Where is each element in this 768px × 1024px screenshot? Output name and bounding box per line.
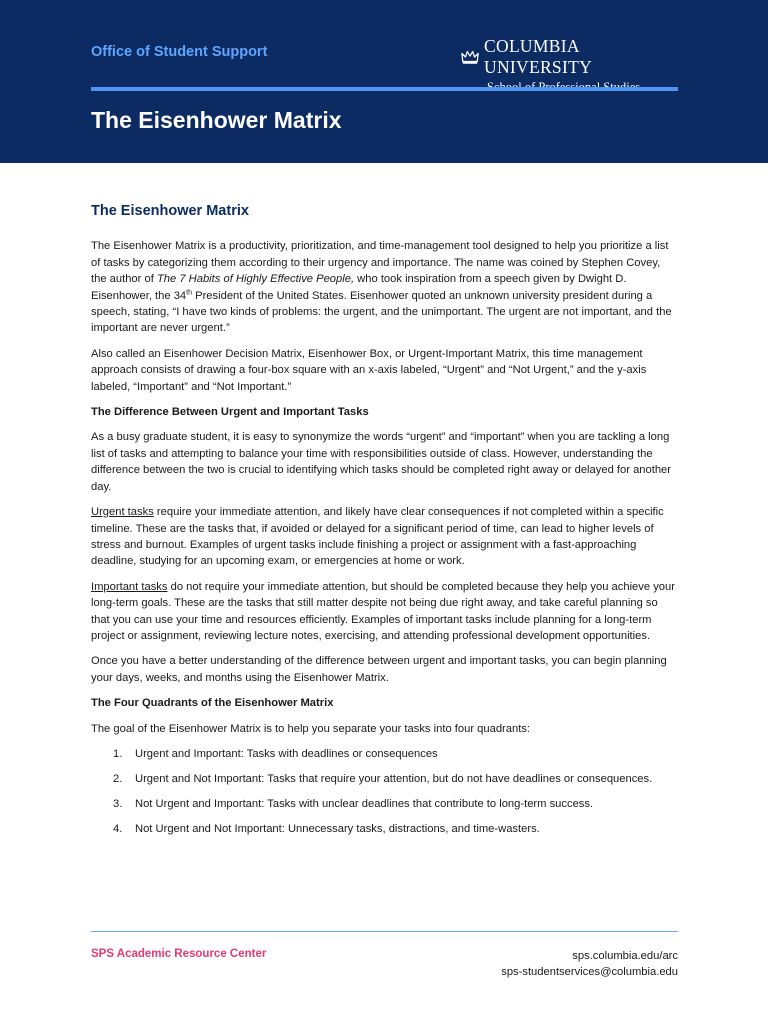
definition-paragraph: Also called an Eisenhower Decision Matrix, Eisenhower Box, or Urgent-Important Matrix, this time management approach consists of drawing a four-box square with an x-axis labeled, “Urgent” and “Not Urgent,” and the y-axis labeled, “Important” and “Not Important.” xyxy=(91,347,647,393)
planning-paragraph: Once you have a better understanding of the difference between urgent and important tasks, you can begin planning your days, weeks, and months using the Eisenhower Matrix. xyxy=(91,655,667,684)
important-tasks-paragraph: Important tasks do not require your immediate attention, but should be completed because they help you achieve your long-term goals. These are the tasks that still matter despite not being due right away, and take careful planning so that you can use your time and resources efficiently. Examples of important tasks include planning for a long-term project or assignment, reviewing lecture notes, exercising, and attending professional development opportunities. xyxy=(91,580,675,642)
urgent-tasks-paragraph: Urgent tasks require your immediate attention, and likely have clear consequences if not completed within a specific timeline. These are the tasks that, if avoided or delayed for a significant period of time, can lead to higher levels of stress and burnout. Examples of urgent tasks include finishing a project or assignment with a fast-approaching deadline, studying for an upcoming exam, or emergencies at home or work. xyxy=(91,506,664,568)
difference-paragraph: As a busy graduate student, it is easy to synonymize the words “urgent” and “important” when you are tackling a long list of tasks and attempting to balance your time with responsibilities outside of class. However, understanding the difference between the two is crucial to identifying which tasks should be completed right away or delayed for another day. xyxy=(91,431,672,493)
office-label: Office of Student Support xyxy=(91,44,268,60)
email-link[interactable]: sps-studentservices@columbia.edu xyxy=(501,966,678,978)
footer-divider xyxy=(91,931,678,932)
list-item: 4. Not Urgent and Not Important: Unnecessary tasks, distractions, and time-wasters. xyxy=(113,822,540,835)
section-heading: The Eisenhower Matrix xyxy=(91,203,249,219)
page-header xyxy=(0,0,768,163)
document-title: The Eisenhower Matrix xyxy=(91,107,342,133)
intro-paragraph: The Eisenhower Matrix is a productivity, prioritization, and time-management tool designed to help you prioritize a list of tasks by categorizing them according to their urgency and importance. The name was coined by Stephen Covey, the author of The 7 Habits of Highly Effective People, who took inspiration from a speech given by Dwight D. Eisenhower, the 34th President of the United States. Eisenhower quoted an unknown university president during a speech, stating, “I have two kinds of problems: the urgent, and the unimportant. The urgent are not important, and the important are never urgent.” xyxy=(91,240,672,335)
important-tasks-term: Important tasks xyxy=(91,580,168,593)
quadrants-heading: The Four Quadrants of the Eisenhower Matrix xyxy=(91,697,334,710)
quadrant-list xyxy=(91,746,678,837)
list-item: 1. Urgent and Important: Tasks with deadlines or consequences xyxy=(113,747,438,760)
crown-icon xyxy=(461,49,479,65)
list-item: 2. Urgent and Not Important: Tasks that require your attention, but do not have deadlines or consequences. xyxy=(113,772,653,785)
urgent-tasks-term: Urgent tasks xyxy=(91,506,154,519)
footer-contact xyxy=(501,948,678,980)
footer-center-name: SPS Academic Resource Center xyxy=(91,948,267,960)
book-title: The 7 Habits of Highly Effective People, xyxy=(156,273,355,286)
header-divider xyxy=(91,87,678,91)
document-body xyxy=(91,203,678,846)
website-link[interactable]: sps.columbia.edu/arc xyxy=(572,950,678,962)
list-item: 3. Not Urgent and Important: Tasks with unclear deadlines that contribute to long-term success. xyxy=(113,797,594,810)
difference-heading: The Difference Between Urgent and Important Tasks xyxy=(91,406,369,419)
university-name: COLUMBIA UNIVERSITY xyxy=(484,36,593,77)
quadrants-intro: The goal of the Eisenhower Matrix is to help you separate your tasks into four quadrants: xyxy=(91,722,531,735)
